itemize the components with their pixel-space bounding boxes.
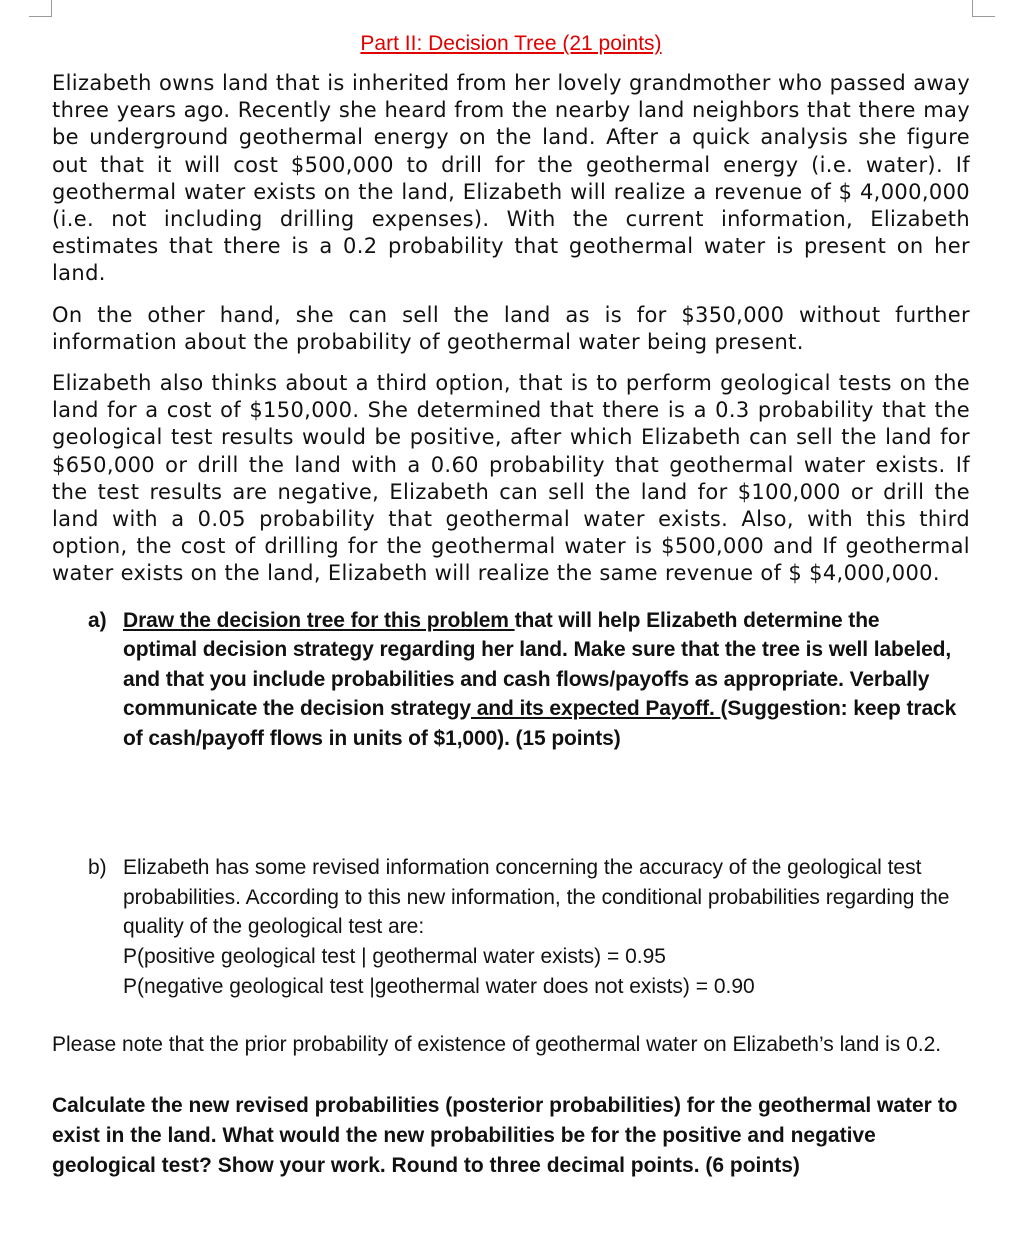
question-list — [88, 606, 958, 1001]
question-a-underlined-payoff: and its expected Payoff. — [470, 697, 721, 721]
question-b-marker: b) — [88, 856, 107, 880]
document-page — [52, 30, 970, 1181]
formula-positive-test: P(positive geological test | geothermal water exists) = 0.95 — [123, 944, 666, 968]
question-a-middle: that will help Elizabeth determine the optimal decision strategy regarding her land. Make sure that the tree is well labeled, and that you include probabilities and cash flows/payoffs as appropriate. Verbally communicate the decision strategy — [123, 608, 952, 721]
question-a-marker: a) — [88, 608, 107, 632]
question-b-text — [123, 853, 958, 1001]
page-corner-mark-right — [972, 0, 995, 17]
question-b — [88, 853, 958, 1001]
question-a — [88, 606, 958, 754]
question-a-underlined-start: Draw the decision tree for this problem — [123, 608, 515, 632]
question-b-intro: Elizabeth has some revised information concerning the accuracy of the geological test probabilities. According to this new information, the conditional probabilities regarding the quality of the geological test are: — [123, 856, 950, 939]
formula-negative-test: P(negative geological test |geothermal water does not exists) = 0.90 — [123, 974, 755, 998]
paragraph-sell-option: On the other hand, she can sell the land as is for $350,000 without further information about the probability of geothermal water being present. — [52, 302, 970, 354]
question-a-text — [123, 606, 958, 754]
page-corner-mark-left — [29, 0, 52, 17]
section-heading: Part II: Decision Tree (21 points) — [360, 32, 662, 55]
question-a-end: (Suggestion: keep track of cash/payoff flows in units of $1,000). (15 points) — [123, 697, 957, 750]
paragraph-intro: Elizabeth owns land that is inherited from her lovely grandmother who passed away three years ago. Recently she heard from the nearby land neighbors that there may be underground geothermal energy on the land. After a quick analysis she figure out that it will cost $500,000 to drill for the geothermal energy (i.e. water). If geothermal water exists on the land, Elizabeth will realize a revenue of $ 4,000,000 (i.e. not including drilling expenses). With the current information, Elizabeth estimates that there is a 0.2 probability that geothermal water is present on her land. — [52, 71, 970, 286]
paragraph-test-option: Elizabeth also thinks about a third option, that is to perform geological tests on the land for a cost of $150,000. She determined that there is a 0.3 probability that the geological test results would be positive, after which Elizabeth can sell the land for $650,000 or drill the land with a 0.60 probability that geothermal water exists. If the test results are negative, Elizabeth can sell the land for $100,000 or drill the land with a 0.05 probability that geothermal water exists. Also, with this third option, the cost of drilling for the geothermal water is $500,000 and If geothermal water exists on the land, Elizabeth will realize the same revenue of $ $4,000,000. — [52, 371, 970, 586]
prior-probability-note: Please note that the prior probability of existence of geothermal water on Elizabeth’s land is 0.2. — [52, 1033, 942, 1057]
posterior-task: Calculate the new revised probabilities (posterior probabilities) for the geothermal water to exist in the land. What would the new probabilities be for the positive and negative geological test? Show your work. Round to three decimal points. (6 points) — [52, 1093, 958, 1177]
